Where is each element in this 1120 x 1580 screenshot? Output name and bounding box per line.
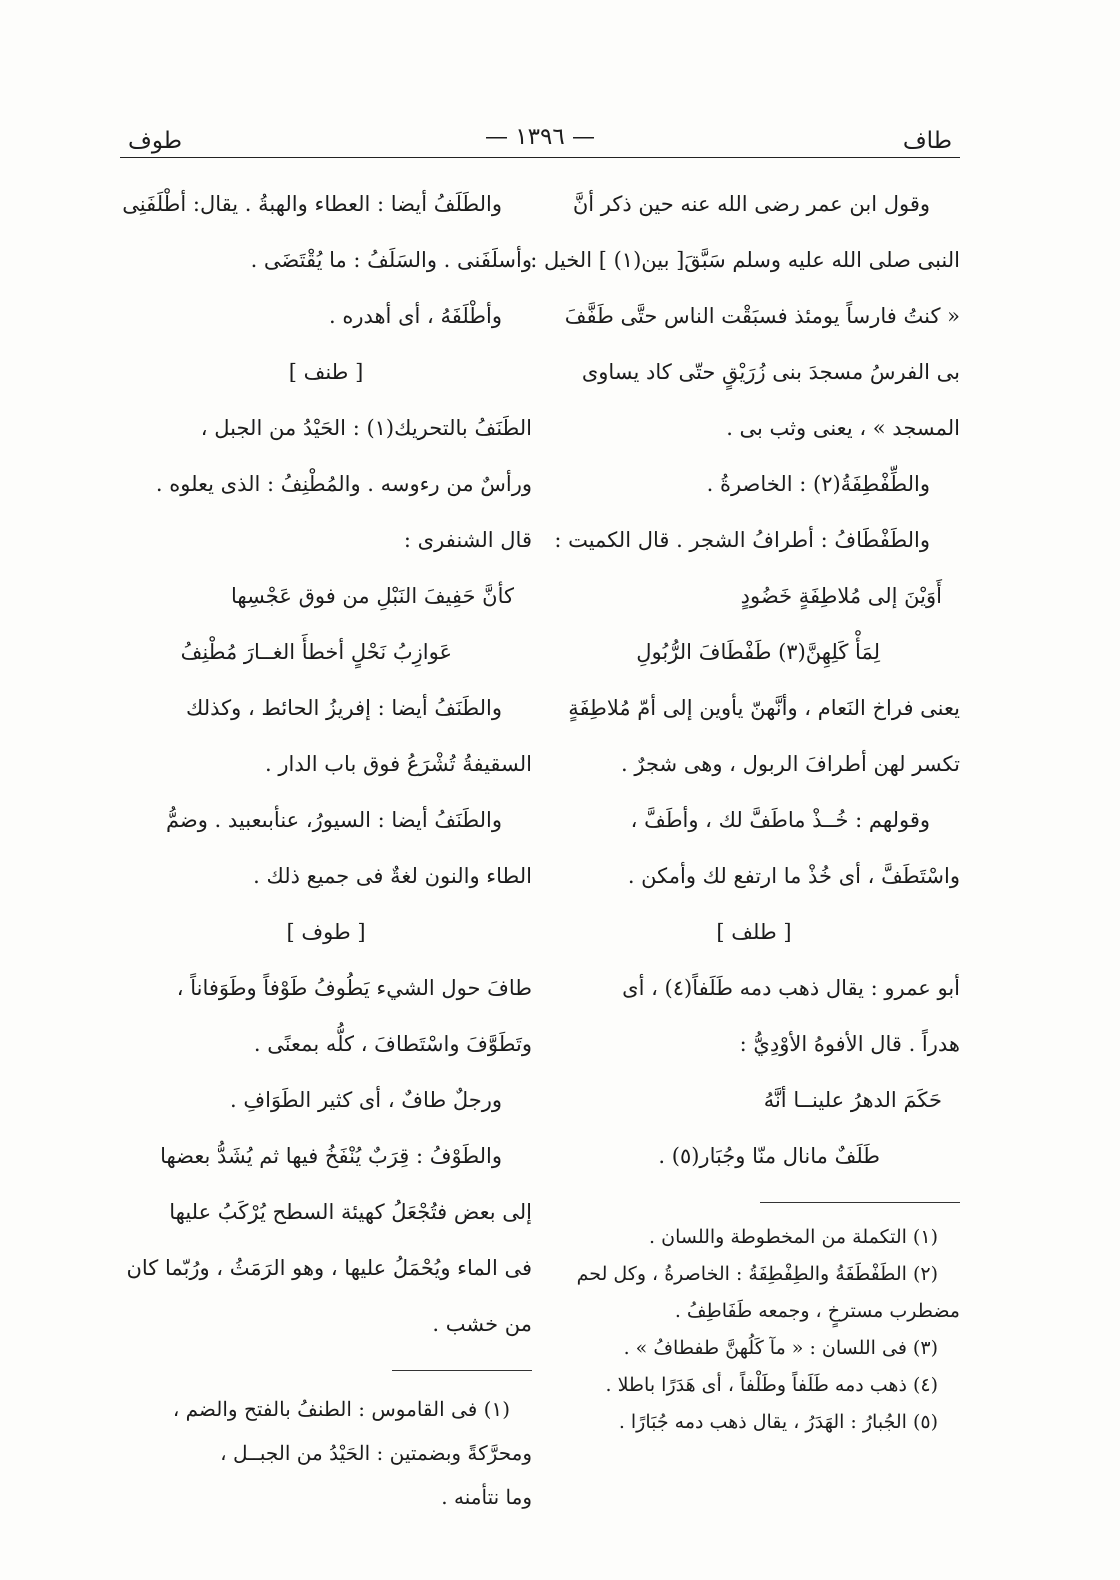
footnote: (١) التكملة من المخطوطة واللسان .	[649, 1226, 938, 1248]
verse-line: كأنَّ حَفِيفَ النَبْلِ من فوق عَجْسِها	[231, 584, 514, 608]
text-line: أبو عمرو : يقال ذهب دمه طَلَفاً(٤) ، أى	[622, 976, 960, 1000]
footnote-rule	[392, 1370, 532, 1371]
text-line: والطَفْطَافُ : أطرافُ الشجر . قال الكميت :	[554, 528, 930, 552]
text-line: من خشب .	[432, 1312, 532, 1336]
text-line: وأسلَفَنى . والسَلَفُ : ما يُقْتَضَى .	[250, 248, 532, 272]
footnote: ومحرَّكةً وبضمتين : الحَيْدُ من الجبــل ،	[220, 1441, 532, 1465]
text-line: النبى صلى الله عليه وسلم سَبَّقَ[ بين(١) ] الخيل :	[530, 248, 960, 272]
text-line: الطاء والنون لغةٌ فى جميع ذلك .	[253, 864, 532, 888]
footnote: (٢) الطَفْطَفَةُ والطِفْطِفَةُ : الخاصرةُ ، وكل لحم	[576, 1263, 938, 1285]
text-line: والطَلَفُ أيضا : العطاء والهبةُ . يقال: أطْلَفَنِى	[122, 192, 502, 216]
verse-line: أَوَيْنَ إلى مُلاطِفَةٍ خَضُودٍ	[740, 584, 942, 608]
verse-line: طَلَفٌ مانال منّا وجُبَار(٥) .	[658, 1144, 880, 1168]
footnote: (٣) فى اللسان : « مآ كَلُهنَّ طفطافُ » .	[623, 1337, 938, 1359]
entry-heading: [ طلف ]	[716, 920, 792, 944]
entry-heading: [ طنف ]	[288, 360, 364, 384]
verse-line: عَوازِبُ نَحْلٍ أخطأَ الغــارَ مُطْنِفُ	[180, 640, 452, 664]
text-line: تكسر لهن أطرافَ الربول ، وهى شجرٌ .	[621, 752, 960, 776]
footnote: وما نتأمنه .	[441, 1485, 532, 1509]
text-line: وأطْلَفَهُ ، أى أهدره .	[328, 304, 502, 328]
header-entry-right: طاف	[902, 128, 952, 154]
page-number: — ١٣٩٦ —	[484, 124, 596, 150]
footnote: مضطرب مسترخٍ ، وجمعه طَفَاطِفُ .	[674, 1300, 960, 1322]
page-header	[120, 118, 960, 158]
entry-heading: [ طوف ]	[286, 920, 366, 944]
text-line: بى الفرسُ مسجدَ بنى زُرَيْقٍ حتّى كاد يساوى	[581, 360, 960, 384]
text-line: فى الماء ويُحْمَلُ عليها ، وهو الرَمَثُ ، ورُبّما كان	[126, 1256, 532, 1280]
right-column	[530, 176, 960, 1548]
text-line: والطَنَفُ أيضا : السيورُ، عنأبىعبيد . وضمُّ	[165, 808, 502, 832]
text-line: طافَ حول الشيء يَطُوفُ طَوْفاً وطَوَفاناً ،	[176, 976, 532, 1000]
text-line: قال الشنفرى :	[403, 528, 532, 552]
left-column	[120, 176, 532, 1548]
text-line: « كنتُ فارساً يومئذ فسبَقْت الناس حتَّى طَفَّفَ	[564, 304, 960, 328]
text-line: ورأسٌ من رءوسه . والمُطْنِفُ : الذى يعلوه .	[155, 472, 532, 496]
text-line: المسجد » ، يعنى وثب بى .	[726, 416, 960, 440]
footnote: (٤) ذهب دمه طَلَفاً وطَلْفاً ، أى هَدَرًا باطلا .	[605, 1374, 938, 1396]
footnote: (٥) الجُبارُ : الهَدَرُ ، يقال ذهب دمه جُبَارًا .	[618, 1411, 938, 1433]
text-line: الطَنَفُ بالتحريك(١) : الحَيْدُ من الجبل ،	[200, 416, 532, 440]
text-line: واسْتَطَفَّ ، أى خُذْ ما ارتفع لك وأمكن .	[627, 864, 960, 888]
verse-line: لِمَأْ كَلِهِنَّ(٣) طَفْطَافَ الرُّبُولِ	[636, 640, 880, 664]
text-line: وقولهم : خُــذْ ماطَفَّ لك ، وأطَفَّ ،	[630, 808, 930, 832]
text-line: والطَنَفُ أيضا : إفريزُ الحائط ، وكذلك	[186, 696, 502, 720]
footnote: (١) فى القاموس : الطنفُ بالفتح والضم ،	[172, 1397, 510, 1421]
text-line: هدراً . قال الأفوهُ الأوْدِيُّ :	[739, 1032, 960, 1056]
text-line: يعنى فراخ النَعام ، وأنَّهنّ يأوين إلى أمّ مُلاطِفَةٍ	[568, 696, 960, 720]
text-line: والطَوْفُ : قِرَبٌ يُنْفَخُ فيها ثم يُشَدُّ بعضها	[160, 1144, 502, 1168]
text-line: والطِّفْطِفَةُ(٢) : الخاصرةُ .	[706, 472, 930, 496]
text-line: وقول ابن عمر رضى الله عنه حين ذكر أنَّ	[572, 192, 930, 216]
text-line: إلى بعض فتُجْعَلُ كهيئة السطح يُرْكَبُ عليها	[169, 1200, 532, 1224]
text-line: ورجلٌ طافٌ ، أى كثير الطَوَافِ .	[230, 1088, 502, 1112]
footnote-rule	[760, 1202, 960, 1203]
text-line: وتَطَوَّفَ واسْتَطافَ ، كلُّه بمعنًى .	[253, 1032, 532, 1056]
header-rule	[120, 157, 960, 158]
header-entry-left: طوف	[128, 128, 183, 154]
text-line: السقيفةُ تُشْرَعُ فوق باب الدار .	[265, 752, 532, 776]
verse-line: حَكَمَ الدهرُ علينــا أنَّهُ	[763, 1088, 942, 1112]
